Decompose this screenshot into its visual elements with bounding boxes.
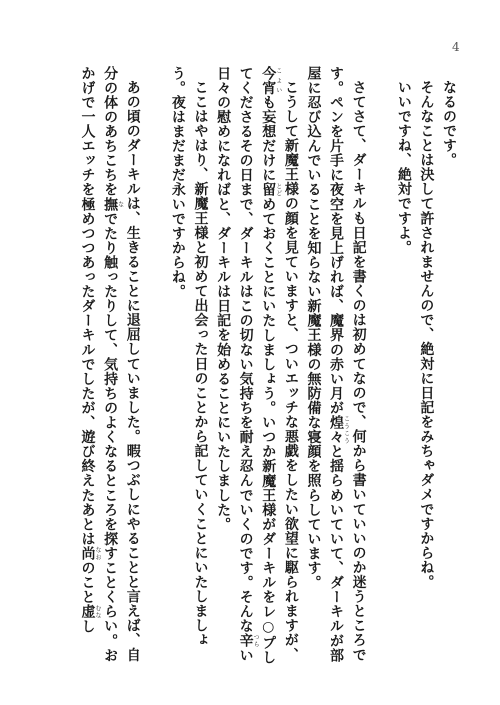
ruby-word bbox=[79, 546, 101, 561]
body-text bbox=[80, 66, 460, 666]
ruby-base: 辛 bbox=[237, 633, 254, 649]
text-run: い日々の慰めになればと、ダーキルは日記を始めることにいたしました。 bbox=[215, 66, 254, 663]
text-run: めておくことにいたしましょう。いつか新魔王様がダーキルをレ○プしてくださるその日まで、ダーキルはこの切ない気持ちを耐え忍んでいくのです。そんな bbox=[237, 66, 277, 665]
ruby-word bbox=[260, 182, 282, 197]
text-run: でたり触ったりして、気持ちのよくなるところを探すことくらい。おかげで一人エッチを極めつつあったダーキルでしたが、遊び終えたあとは bbox=[79, 66, 119, 663]
text-run: と揺らめいていて、ダーキルが部屋に忍び込んでいることを知らない新魔王様の無防備な寝顔を照らしています。 bbox=[305, 66, 345, 663]
ruby-base: 撫 bbox=[102, 196, 119, 212]
ruby-reading: つら bbox=[252, 633, 260, 649]
text-run: し bbox=[79, 618, 96, 634]
text-run: そんなことは決して許されませんので、絶対に日記をみちゃダメですからね。 bbox=[418, 80, 435, 590]
paragraph bbox=[211, 66, 301, 666]
page-number: 4 bbox=[452, 40, 460, 54]
ruby-reading: なお bbox=[94, 546, 101, 561]
ruby-base: 虚 bbox=[79, 604, 96, 619]
text-run: こうして新魔王様の顔を見ていますと、ついエッチな悪戯をしたい欲望に駆られますが、 bbox=[282, 80, 299, 662]
paragraph bbox=[392, 66, 415, 666]
paragraph bbox=[76, 66, 144, 666]
text-run: いいですね、絶対ですよ。 bbox=[395, 80, 412, 255]
text-run: さてさて、ダーキルも日記を書くのは初めてなので、何から書いていいのか迷うところです。ペンを片手に夜空を見上げれば、魔界の赤い月が bbox=[328, 66, 367, 662]
ruby-reading: むな bbox=[94, 604, 101, 619]
text-run: も妄想だけに bbox=[260, 95, 277, 183]
paragraph bbox=[166, 66, 211, 666]
ruby-base: 煌々 bbox=[328, 415, 345, 445]
text-run: ここはやはり、新魔王様と初めて出会った日のことから記していくことにいたしましょう。夜はまだまだ永いですからね。 bbox=[169, 66, 209, 648]
text-run: なるのです。 bbox=[441, 80, 457, 168]
ruby-base: 留 bbox=[260, 182, 277, 197]
ruby-base: 今宵 bbox=[260, 66, 277, 96]
ruby-reading: こうこう bbox=[342, 415, 350, 445]
ruby-base: 尚 bbox=[79, 546, 96, 561]
ruby-word bbox=[102, 196, 124, 212]
ruby-word bbox=[260, 66, 282, 96]
paragraph bbox=[302, 66, 370, 666]
ruby-reading: な bbox=[116, 196, 124, 212]
paragraph bbox=[415, 66, 438, 666]
text-run: のこと bbox=[79, 560, 96, 605]
ruby-reading: こよい bbox=[274, 66, 282, 96]
ruby-word bbox=[328, 415, 350, 445]
paragraph bbox=[437, 66, 460, 666]
ruby-reading: とど bbox=[274, 182, 282, 197]
ruby-word bbox=[237, 633, 260, 649]
ruby-word bbox=[79, 604, 101, 619]
text-run: あの頃のダーキルは、生きることに退屈していました。暇つぶしにやることと言えば、自分の体のあちこちを bbox=[102, 66, 141, 662]
